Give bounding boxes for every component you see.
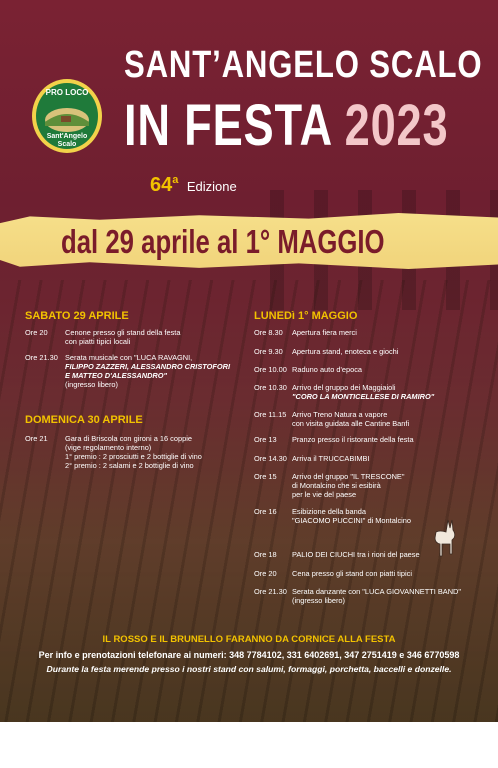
schedule-time: Ore 15 xyxy=(254,472,277,481)
schedule-line: Arrivo Treno Natura a vapore xyxy=(292,410,388,419)
footer-contacts: Per info e prenotazioni telefonare ai numeri: 348 7784102, 331 6402691, 347 2751419 e 346 6770598 xyxy=(38,650,460,660)
schedule-time: Ore 10.00 xyxy=(254,365,287,374)
schedule-time: Ore 21.30 xyxy=(254,587,287,596)
schedule-line: Serata musicale con "LUCA RAVAGNI, xyxy=(65,353,193,362)
schedule-line: Esibizione della banda xyxy=(292,507,366,516)
schedule-line: (ingresso libero) xyxy=(65,380,118,389)
schedule-time: Ore 20 xyxy=(254,569,277,578)
schedule-line: 1° premio : 2 prosciutti e 2 bottiglie di vino xyxy=(65,452,202,461)
schedule-description xyxy=(292,454,369,463)
edition-label xyxy=(150,174,237,197)
schedule-line: (vige regolamento interno) xyxy=(65,443,152,452)
logo-line2-text: Scalo xyxy=(57,141,77,148)
schedule-time: Ore 16 xyxy=(254,507,277,516)
edition-superscript: a xyxy=(172,174,179,186)
schedule-description xyxy=(65,434,202,470)
footer-tagline: IL ROSSO E IL BRUNELLO FARANNO DA CORNICE ALLA FESTA xyxy=(102,634,396,645)
schedule-time: Ore 14.30 xyxy=(254,454,287,463)
schedule-description xyxy=(292,569,412,578)
schedule-line: Apertura fiera merci xyxy=(292,328,357,337)
edition-text: Edizione xyxy=(186,179,237,194)
section-heading-lunedi: LUNEDì 1° MAGGIO xyxy=(254,310,358,322)
schedule-description xyxy=(65,328,180,346)
schedule-line: Arrivo del gruppo dei Maggiaioli xyxy=(292,383,396,392)
schedule-description xyxy=(65,353,230,389)
schedule-time: Ore 21.30 xyxy=(25,353,58,362)
schedule-line: PALIO DEI CIUCHI tra i rioni del paese xyxy=(292,550,420,559)
section-heading-sabato: SABATO 29 APRILE xyxy=(25,310,129,322)
schedule-time: Ore 20 xyxy=(25,328,48,337)
edition-number: 64 xyxy=(150,174,173,196)
schedule-description xyxy=(292,365,362,374)
logo-top-text: PRO LOCO xyxy=(45,88,89,97)
schedule-line: "GIACOMO PUCCINI" di Montalcino xyxy=(292,516,412,525)
schedule-line: Cenone presso gli stand della festa xyxy=(65,328,181,337)
schedule-line: E MATTEO D'ALESSANDRO" xyxy=(65,371,168,380)
schedule-line: "CORO LA MONTICELLESE DI RAMIRO" xyxy=(292,392,435,401)
schedule-time: Ore 8.30 xyxy=(254,328,283,337)
schedule-time: Ore 18 xyxy=(254,550,277,559)
donkey-icon xyxy=(430,518,460,560)
schedule-line: 2° premio : 2 salami e 2 bottiglie di vino xyxy=(65,461,194,470)
logo-line1-text: Sant'Angelo xyxy=(46,133,88,140)
footer-food-note: Durante la festa merende presso i nostri stand con salumi, formaggi, porchetta, baccelli e donzelle. xyxy=(46,664,452,674)
schedule-description xyxy=(292,383,434,401)
poster-title-line1: SANT’ANGELO SCALO xyxy=(124,44,483,86)
schedule-line: Serata danzante con "LUCA GIOVANNETTI BAND" xyxy=(292,587,462,596)
schedule-time: Ore 13 xyxy=(254,435,277,444)
schedule-description xyxy=(292,507,411,525)
schedule-line: FILIPPO ZAZZERI, ALESSANDRO CRISTOFORI xyxy=(65,362,231,371)
pro-loco-logo xyxy=(31,76,103,154)
schedule-line: Raduno auto d'epoca xyxy=(292,365,363,374)
schedule-line: di Montalcino che si esibirà xyxy=(292,481,381,490)
schedule-line: Arrivo del gruppo "IL TRESCONE" xyxy=(292,472,405,481)
poster-title-line2 xyxy=(124,92,448,159)
section-heading-domenica: DOMENICA 30 APRILE xyxy=(25,414,143,426)
schedule-description xyxy=(292,550,420,559)
title-year: 2023 xyxy=(344,93,449,158)
schedule-time: Ore 9.30 xyxy=(254,347,283,356)
schedule-line: per le vie del paese xyxy=(292,490,357,499)
schedule-description xyxy=(292,347,398,356)
schedule-line: Gara di Briscola con gironi a 16 coppie xyxy=(65,434,192,443)
schedule-line: con piatti tipici locali xyxy=(65,337,131,346)
schedule-description xyxy=(292,435,414,444)
schedule-description xyxy=(292,472,404,499)
schedule-time: Ore 11.15 xyxy=(254,410,287,419)
schedule-description xyxy=(292,328,357,337)
schedule-time: Ore 10.30 xyxy=(254,383,287,392)
schedule-line: Apertura stand, enoteca e giochi xyxy=(292,347,399,356)
schedule-line: Arriva il TRUCCABIMBI xyxy=(292,454,370,463)
schedule-line: (ingresso libero) xyxy=(292,596,345,605)
schedule-description xyxy=(292,587,461,605)
schedule-line: Cena presso gli stand con piatti tipici xyxy=(292,569,412,578)
schedule-description xyxy=(292,410,409,428)
schedule-line: con visita guidata alle Cantine Banfi xyxy=(292,419,410,428)
schedule-line: Pranzo presso il ristorante della festa xyxy=(292,435,414,444)
title-in-festa: IN FESTA xyxy=(124,93,332,158)
festival-dates: dal 29 aprile al 1° MAGGIO xyxy=(61,223,385,260)
schedule-time: Ore 21 xyxy=(25,434,48,443)
